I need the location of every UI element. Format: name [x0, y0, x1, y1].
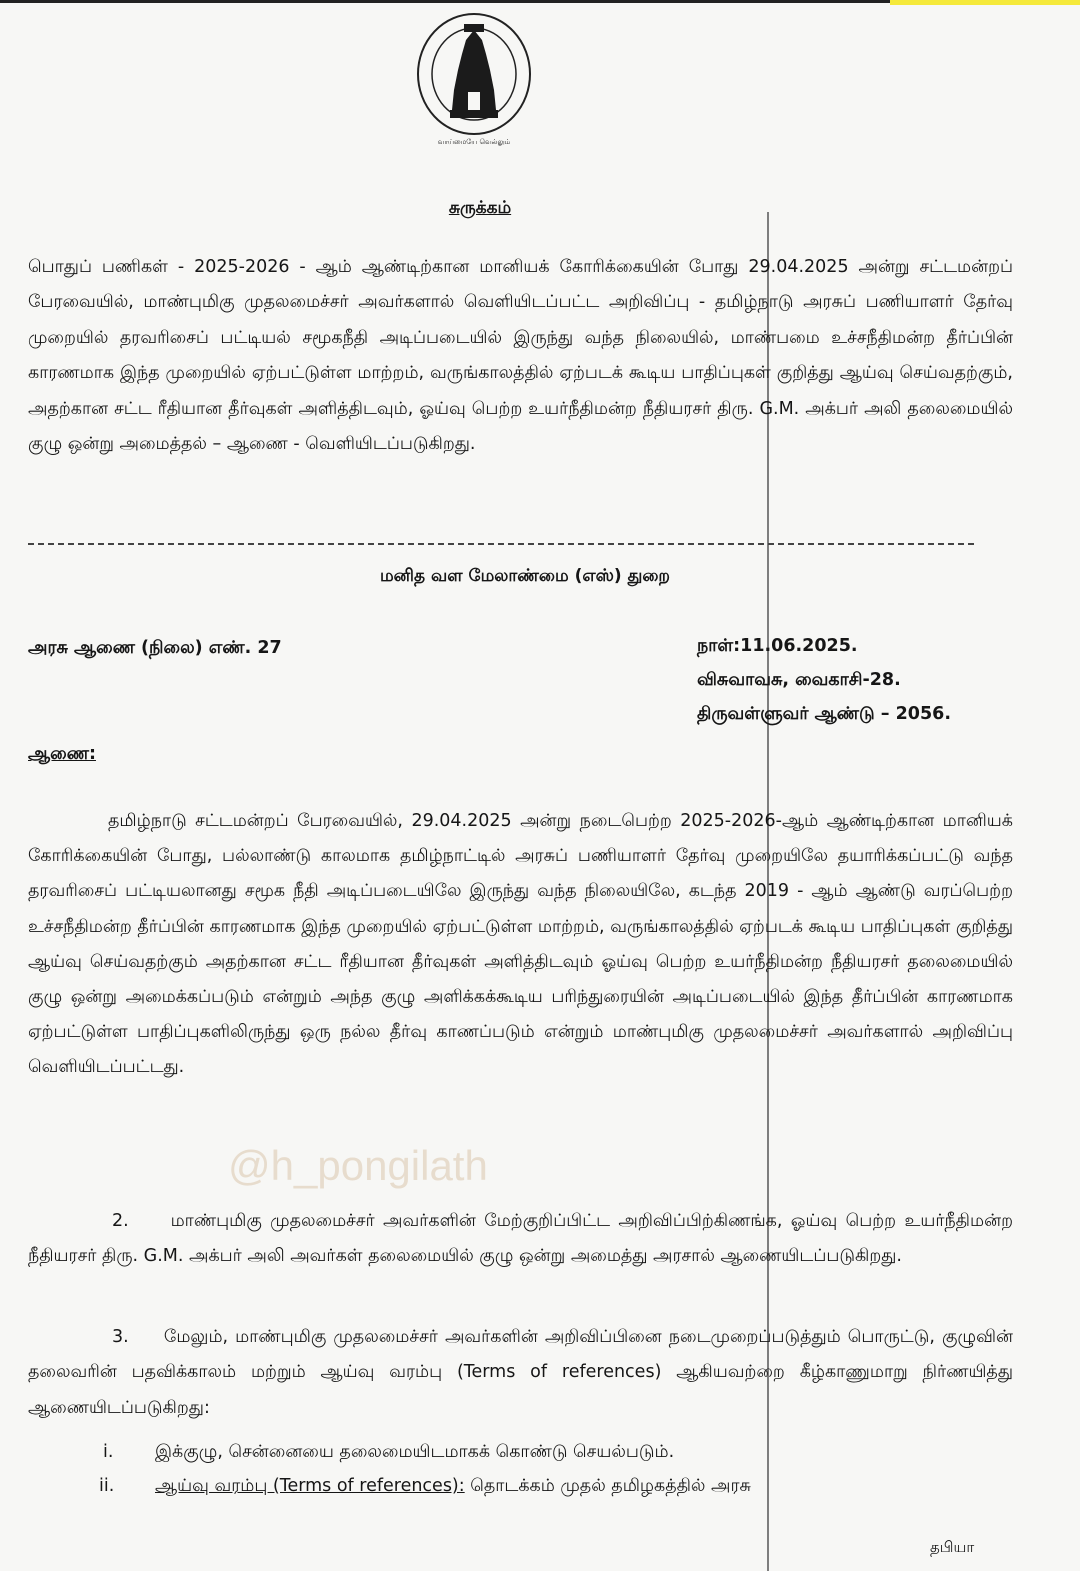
go-number: அரசு ஆணை (நிலை) எண். 27	[28, 638, 282, 658]
date-line-2: விசுவாவசு, வைகாசி-28.	[697, 670, 901, 690]
order-heading: ஆணை:	[28, 744, 96, 764]
order-paragraph-3: 3. மேலும், மாண்புமிகு முதலமைச்சர் அவர்களின் அறிவிப்பினை நடைமுறைப்படுத்தும் பொருட்டு, குழுவின் தலைவரின் பதவிக்காலம் மற்றும் ஆய்வு வரம்பு (Terms of references) ஆகியவற்றை கீழ்காணுமாறு நிர்ணயித்து ஆணையிடப்படுகிறது:	[28, 1327, 1013, 1418]
department-name: மனித வள மேலாண்மை (எஸ்) துறை	[380, 566, 670, 586]
svg-text:வாய்மையே வெல்லும்: வாய்மையே வெல்லும்	[437, 138, 511, 146]
item-ii-text: ஆய்வு வரம்பு (Terms of references): தொடக்கம் முதல் தமிழகத்தில் அரசு	[155, 1476, 751, 1496]
summary-body: பொதுப் பணிகள் - 2025-2026 - ஆம் ஆண்டிற்கான மானியக் கோரிக்கையின் போது 29.04.2025 அன்று சட்டமன்றப் பேரவையில், மாண்புமிகு முதலமைச்சர் அவர்களால் வெளியிடப்பட்ட அறிவிப்பு - தமிழ்நாடு அரசுப் பணியாளர் தேர்வு முறையில் தரவரிசைப் பட்டியல் சமூகநீதி அடிப்படையில் இருந்து வந்த நிலையில், மாண்பமை உச்சநீதிமன்ற தீர்ப்பின் காரணமாக இந்த முறையில் ஏற்பட்டுள்ள மாற்றம், வருங்காலத்தில் ஏற்படக் கூடிய பாதிப்புகள் குறித்து ஆய்வு செய்வதற்கும், அதற்கான சட்ட ரீதியான தீர்வுகள் அளித்திடவும், ஓய்வு பெற்ற உயர்நீதிமன்ற நீதியரசர் திரு. G.M. அக்பர் அலி தலைமையில் குழு ஒன்று அமைத்தல் – ஆணை - வெளியிடப்படுகிறது.	[28, 257, 1013, 455]
separator	[28, 543, 974, 545]
top-highlight	[890, 0, 1080, 5]
tamil-nadu-govt-emblem	[414, 12, 534, 152]
order-paragraph-1: தமிழ்நாடு சட்டமன்றப் பேரவையில், 29.04.2025 அன்று நடைபெற்ற 2025-2026-ஆம் ஆண்டிற்கான மானியக் கோரிக்கையின் போது, பல்லாண்டு காலமாக தமிழ்நாட்டில் அரசுப் பணியாளர் தேர்வு முறையிலே தயாரிக்கப்பட்டு வந்த தரவரிசைப் பட்டியலானது சமூக நீதி அடிப்படையிலே இருந்து வந்த நிலையிலே, கடந்த 2019 - ஆம் ஆண்டு வரப்பெற்ற உச்சநீதிமன்ற தீர்ப்பின் காரணமாக இந்த முறையில் ஏற்பட்டுள்ள மாற்றம், வருங்காலத்தில் ஏற்படக் கூடிய பாதிப்புகள் குறித்து ஆய்வு செய்வதற்கும் அதற்கான சட்ட ரீதியான தீர்வுகள் அளித்திடவும் ஓய்வு பெற்ற உயர்நீதிமன்ற நீதியரசர் தலைமையில் குழு ஒன்று அமைக்கப்படும் என்றும் அந்த குழு அளிக்கக்கூடிய பரிந்துரையின் அடிப்படையில் இந்த தீர்ப்பின் காரணமாக ஏற்பட்டுள்ள பாதிப்புகளிலிருந்து ஒரு நல்ல தீர்வு காணப்படும் என்றும் மாண்புமிகு முதலமைச்சர் அவர்களால் அறிவிப்பு வெளியிடப்பட்டது.	[28, 811, 1013, 1078]
page-mark: தபியா	[930, 1538, 975, 1556]
watermark: @h_pongilath	[228, 1142, 488, 1189]
item-ii-number: ii.	[99, 1476, 115, 1496]
item-i-number: i.	[103, 1442, 114, 1462]
summary-title: சுருக்கம்	[448, 198, 512, 218]
item-i-text: இக்குழு, சென்னையை தலைமையிடமாகக் கொண்டு செயல்படும்.	[155, 1442, 675, 1462]
date-line-1: நாள்:11.06.2025.	[697, 636, 858, 656]
order-paragraph-2: 2. மாண்புமிகு முதலமைச்சர் அவர்களின் மேற்குறிப்பிட்ட அறிவிப்பிற்கிணங்க, ஓய்வு பெற்ற உயர்நீதிமன்ற நீதியரசர் திரு. G.M. அக்பர் அலி அவர்கள் தலைமையில் குழு ஒன்று அமைத்து அரசால் ஆணையிடப்படுகிறது.	[28, 1211, 1013, 1267]
date-line-3: திருவள்ளுவர் ஆண்டு – 2056.	[697, 704, 951, 724]
